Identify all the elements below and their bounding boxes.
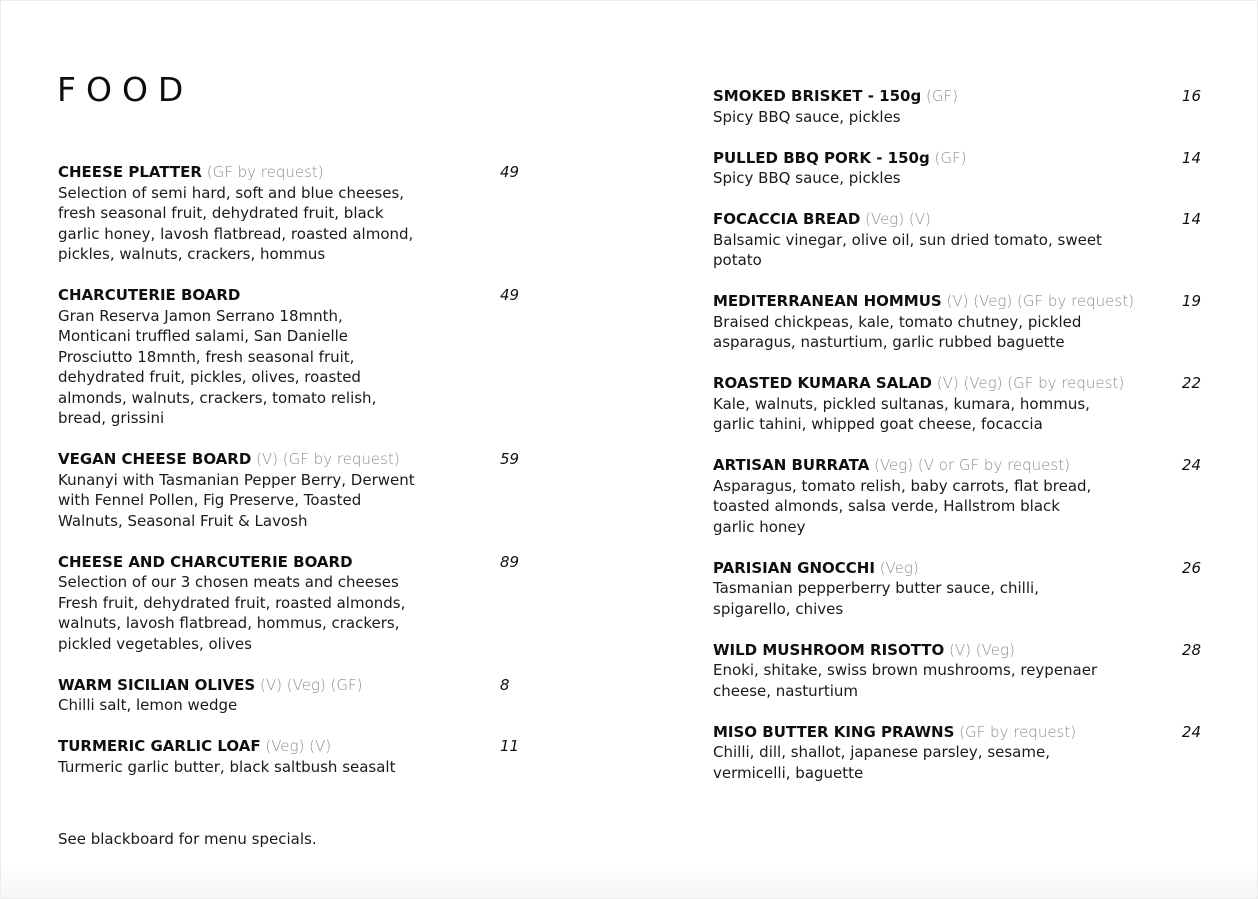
- menu-item-dietary-tags: (GF by request): [206, 163, 324, 181]
- menu-item-description: Turmeric garlic butter, black saltbush seasalt: [58, 757, 396, 776]
- menu-item-header: [713, 373, 1203, 394]
- menu-item-price: 28: [1181, 640, 1201, 659]
- menu-item-description: Selection of semi hard, soft and blue cheeses, fresh seasonal fruit, dehydrated fruit, black garlic honey, lavosh flatbread, roasted almond, pickles, walnuts, crackers, hommus: [58, 183, 414, 263]
- menu-item-description: Enoki, shitake, swiss brown mushrooms, reypenaer cheese, nasturtium: [713, 661, 1098, 700]
- menu-item-price: 16: [1181, 87, 1201, 105]
- menu-item-description: Tasmanian pepperberry butter sauce, chilli, spigarello, chives: [713, 579, 1039, 618]
- menu-item-price: 49: [500, 286, 520, 304]
- menu-item-dietary-tags: (V) (GF by request): [256, 450, 400, 468]
- menu-item-header: [58, 675, 520, 696]
- menu-item-description: Chilli, dill, shallot, japanese parsley, sesame, vermicelli, baguette: [713, 743, 1050, 782]
- menu-item-description: Kale, walnuts, pickled sultanas, kumara, hommus, garlic tahini, whipped goat cheese, focaccia: [713, 394, 1090, 433]
- menu-item-dietary-tags: (Veg) (V): [265, 737, 332, 755]
- menu-item-dietary-tags: (GF): [934, 148, 967, 167]
- menu-item: [713, 558, 1203, 620]
- menu-item: [713, 373, 1203, 435]
- menu-item: [713, 455, 1203, 537]
- menu-item-name: ARTISAN BURRATA: [713, 456, 870, 474]
- menu-item: [713, 209, 1203, 271]
- menu-item-price: 22: [1181, 374, 1201, 392]
- menu-item-price: 89: [500, 552, 520, 571]
- menu-item-price: 26: [1181, 558, 1201, 577]
- menu-item-dietary-tags: (V) (Veg) (GF): [260, 675, 363, 694]
- menu-item-description: Spicy BBQ sauce, pickles: [713, 107, 901, 126]
- menu-item: [58, 285, 520, 429]
- menu-item-price: 8: [500, 675, 510, 694]
- menu-item-name: VEGAN CHEESE BOARD: [58, 450, 252, 468]
- menu-item: [713, 148, 1203, 189]
- menu-item-description: Braised chickpeas, kale, tomato chutney, pickled asparagus, nasturtium, garlic rubbed baguette: [713, 312, 1082, 351]
- menu-item-header: [713, 722, 1203, 743]
- menu-item-price: 11: [500, 737, 520, 755]
- menu-item: [58, 675, 520, 716]
- menu-item-header: [58, 449, 520, 470]
- menu-item-dietary-tags: (V) (Veg): [949, 640, 1015, 659]
- menu-item-name: TURMERIC GARLIC LOAF: [58, 737, 261, 755]
- right-menu-column: [713, 86, 1203, 804]
- menu-item-name: SMOKED BRISKET - 150g: [713, 87, 922, 105]
- menu-item: [713, 640, 1203, 702]
- menu-item-description: Gran Reserva Jamon Serrano 18mnth, Monticani truffled salami, San Danielle Prosciutto 18mnth, fresh seasonal fruit, dehydrated fruit, pickles, olives, roasted almonds, walnuts, crackers, tomato relish, bread, grissini: [58, 306, 377, 427]
- menu-item-name: MEDITERRANEAN HOMMUS: [713, 292, 942, 310]
- menu-item-description: Asparagus, tomato relish, baby carrots, flat bread, toasted almonds, salsa verde, Hallstrom black garlic honey: [713, 476, 1092, 536]
- menu-item-price: 19: [1181, 292, 1201, 310]
- menu-item-name: WILD MUSHROOM RISOTTO: [713, 640, 945, 659]
- menu-item: [58, 736, 520, 777]
- menu-item: [713, 291, 1203, 353]
- menu-item-dietary-tags: (V) (Veg) (GF by request): [936, 374, 1125, 392]
- menu-item-name: FOCACCIA BREAD: [713, 210, 861, 228]
- menu-item: [58, 449, 520, 531]
- menu-item-description: Chilli salt, lemon wedge: [58, 696, 238, 714]
- menu-item-name: PULLED BBQ PORK - 150g: [713, 148, 930, 167]
- menu-item-header: [713, 86, 1203, 107]
- menu-item: [713, 86, 1203, 127]
- menu-item-price: 59: [500, 450, 520, 468]
- menu-item-dietary-tags: (GF by request): [959, 722, 1077, 741]
- menu-item-dietary-tags: (V) (Veg) (GF by request): [946, 292, 1134, 310]
- footer-note: See blackboard for menu specials.: [58, 830, 317, 848]
- menu-item-name: MISO BUTTER KING PRAWNS: [713, 722, 955, 741]
- menu-item-header: [58, 162, 520, 183]
- menu-item: [713, 722, 1203, 784]
- menu-item-header: [713, 558, 1203, 579]
- menu-item-dietary-tags: (Veg) (V): [865, 210, 931, 228]
- menu-item: [58, 552, 520, 655]
- menu-item-price: 49: [500, 163, 520, 181]
- page-title: FOOD: [57, 70, 194, 109]
- menu-item-description: Balsamic vinegar, olive oil, sun dried tomato, sweet potato: [713, 230, 1102, 269]
- menu-item-dietary-tags: (GF): [926, 87, 958, 105]
- menu-item-header: [58, 285, 520, 306]
- menu-item-description: Selection of our 3 chosen meats and cheeses Fresh fruit, dehydrated fruit, roasted almonds, walnuts, lavosh flatbread, hommus, crackers, pickled vegetables, olives: [58, 573, 406, 653]
- menu-item-header: [58, 736, 520, 757]
- menu-item-header: [713, 291, 1203, 312]
- menu-item-name: ROASTED KUMARA SALAD: [713, 374, 932, 392]
- menu-item-price: 24: [1181, 722, 1201, 741]
- menu-item-description: Spicy BBQ sauce, pickles: [713, 169, 901, 187]
- menu-item-header: [713, 209, 1203, 230]
- menu-item-name: WARM SICILIAN OLIVES: [58, 675, 256, 694]
- menu-item-name: CHEESE AND CHARCUTERIE BOARD: [58, 552, 353, 571]
- menu-item-header: [713, 640, 1203, 661]
- menu-item-dietary-tags: (Veg) (V or GF by request): [874, 456, 1070, 474]
- menu-item-header: [713, 455, 1203, 476]
- menu-item-name: PARISIAN GNOCCHI: [713, 558, 875, 577]
- menu-item-header: [713, 148, 1203, 169]
- menu-item: [58, 162, 520, 265]
- menu-item-header: [58, 552, 520, 573]
- left-menu-column: [58, 162, 520, 798]
- menu-item-name: CHEESE PLATTER: [58, 163, 202, 181]
- menu-item-description: Kunanyi with Tasmanian Pepper Berry, Derwent with Fennel Pollen, Fig Preserve, Toasted Walnuts, Seasonal Fruit & Lavosh: [58, 470, 415, 530]
- menu-item-price: 14: [1181, 210, 1201, 228]
- bottom-shadow: [0, 865, 1258, 899]
- menu-item-price: 14: [1181, 148, 1201, 167]
- menu-item-name: CHARCUTERIE BOARD: [58, 286, 241, 304]
- menu-item-price: 24: [1181, 456, 1201, 474]
- menu-item-dietary-tags: (Veg): [879, 558, 919, 577]
